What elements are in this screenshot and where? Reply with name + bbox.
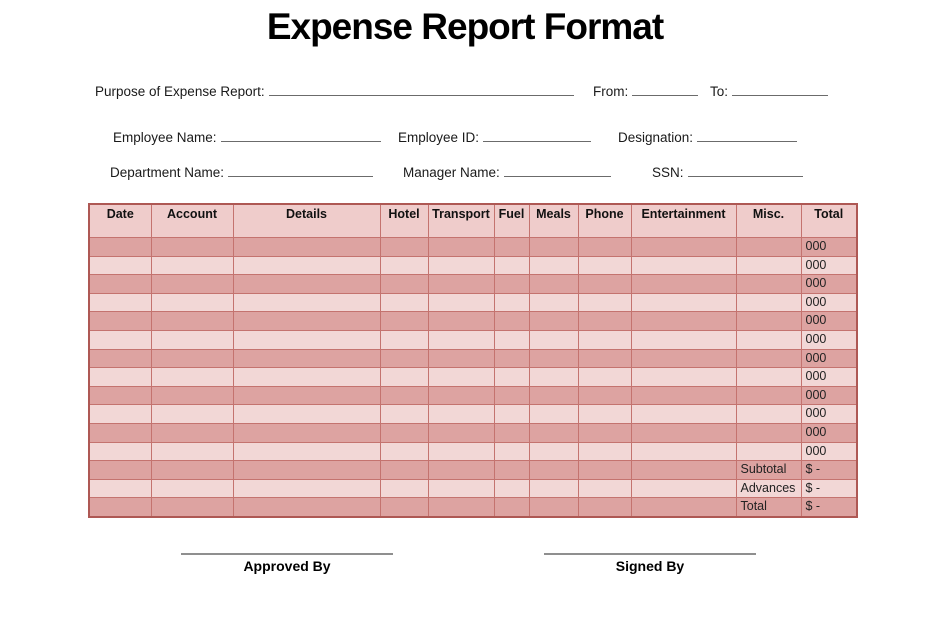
designation-label: Designation: bbox=[618, 130, 694, 145]
entry-cell[interactable] bbox=[233, 386, 380, 405]
entry-cell[interactable] bbox=[151, 405, 233, 424]
entry-cell[interactable] bbox=[89, 330, 151, 349]
entry-cell[interactable] bbox=[428, 349, 494, 368]
from-line-field[interactable] bbox=[632, 82, 698, 96]
entry-cell[interactable] bbox=[736, 238, 801, 257]
total-cell: 000 bbox=[801, 405, 857, 424]
employee-info-row-1 bbox=[0, 128, 930, 148]
col-header-account: Account bbox=[151, 204, 233, 238]
entry-cell[interactable] bbox=[631, 405, 736, 424]
from-group bbox=[593, 82, 698, 99]
table-row bbox=[89, 293, 857, 312]
entry-cell bbox=[151, 479, 233, 498]
entry-cell[interactable] bbox=[380, 275, 428, 294]
employee-info-row-2 bbox=[0, 163, 930, 183]
entry-cell bbox=[233, 498, 380, 517]
entry-cell[interactable] bbox=[494, 312, 529, 331]
entry-cell[interactable] bbox=[736, 405, 801, 424]
entry-cell[interactable] bbox=[428, 386, 494, 405]
total-cell: 000 bbox=[801, 423, 857, 442]
entry-cell[interactable] bbox=[578, 238, 631, 257]
designation-field[interactable] bbox=[697, 128, 797, 142]
total-cell: 000 bbox=[801, 368, 857, 387]
expense-table-body bbox=[89, 238, 857, 517]
entry-cell[interactable] bbox=[736, 330, 801, 349]
entry-cell[interactable] bbox=[631, 386, 736, 405]
entry-cell[interactable] bbox=[529, 386, 578, 405]
entry-cell bbox=[428, 498, 494, 517]
ssn-field[interactable] bbox=[688, 163, 803, 177]
purpose-line-field[interactable] bbox=[269, 82, 574, 96]
summary-row bbox=[89, 461, 857, 480]
to-line-field[interactable] bbox=[732, 82, 828, 96]
entry-cell[interactable] bbox=[233, 238, 380, 257]
entry-cell[interactable] bbox=[529, 405, 578, 424]
total-cell: 000 bbox=[801, 238, 857, 257]
entry-cell[interactable] bbox=[233, 423, 380, 442]
entry-cell[interactable] bbox=[428, 330, 494, 349]
from-label: From: bbox=[593, 84, 629, 99]
department-name-group bbox=[110, 163, 373, 180]
manager-name-field[interactable] bbox=[504, 163, 611, 177]
entry-cell[interactable] bbox=[578, 349, 631, 368]
entry-cell[interactable] bbox=[151, 275, 233, 294]
table-row bbox=[89, 238, 857, 257]
entry-cell[interactable] bbox=[380, 405, 428, 424]
entry-cell bbox=[631, 479, 736, 498]
to-group bbox=[710, 82, 828, 99]
entry-cell bbox=[89, 479, 151, 498]
entry-cell[interactable] bbox=[151, 293, 233, 312]
col-header-details: Details bbox=[233, 204, 380, 238]
entry-cell[interactable] bbox=[529, 349, 578, 368]
entry-cell[interactable] bbox=[494, 368, 529, 387]
entry-cell[interactable] bbox=[529, 442, 578, 461]
entry-cell[interactable] bbox=[529, 275, 578, 294]
entry-cell[interactable] bbox=[494, 386, 529, 405]
department-name-label: Department Name: bbox=[110, 165, 225, 180]
total-cell: 000 bbox=[801, 442, 857, 461]
table-row bbox=[89, 330, 857, 349]
signed-by-signature bbox=[544, 553, 756, 574]
entry-cell[interactable] bbox=[380, 293, 428, 312]
total-cell: 000 bbox=[801, 330, 857, 349]
entry-cell[interactable] bbox=[89, 312, 151, 331]
entry-cell[interactable] bbox=[89, 423, 151, 442]
entry-cell[interactable] bbox=[494, 293, 529, 312]
table-row bbox=[89, 275, 857, 294]
entry-cell[interactable] bbox=[578, 405, 631, 424]
entry-cell[interactable] bbox=[578, 275, 631, 294]
entry-cell bbox=[428, 461, 494, 480]
entry-cell bbox=[578, 461, 631, 480]
total-cell: 000 bbox=[801, 293, 857, 312]
entry-cell[interactable] bbox=[631, 423, 736, 442]
entry-cell[interactable] bbox=[736, 293, 801, 312]
entry-cell[interactable] bbox=[578, 256, 631, 275]
entry-cell[interactable] bbox=[428, 423, 494, 442]
to-label: To: bbox=[710, 84, 729, 99]
entry-cell[interactable] bbox=[578, 386, 631, 405]
entry-cell bbox=[380, 479, 428, 498]
col-header-phone: Phone bbox=[578, 204, 631, 238]
purpose-group bbox=[95, 82, 574, 99]
entry-cell[interactable] bbox=[494, 442, 529, 461]
entry-cell[interactable] bbox=[736, 368, 801, 387]
entry-cell[interactable] bbox=[428, 405, 494, 424]
entry-cell[interactable] bbox=[736, 423, 801, 442]
entry-cell[interactable] bbox=[89, 386, 151, 405]
entry-cell bbox=[494, 479, 529, 498]
entry-cell[interactable] bbox=[631, 238, 736, 257]
entry-cell[interactable] bbox=[428, 442, 494, 461]
entry-cell[interactable] bbox=[151, 423, 233, 442]
col-header-entertainment: Entertainment bbox=[631, 204, 736, 238]
summary-value-cell: $ - bbox=[801, 461, 857, 480]
entry-cell bbox=[494, 498, 529, 517]
entry-cell[interactable] bbox=[736, 275, 801, 294]
entry-cell[interactable] bbox=[428, 256, 494, 275]
entry-cell[interactable] bbox=[529, 423, 578, 442]
entry-cell[interactable] bbox=[89, 275, 151, 294]
total-cell: 000 bbox=[801, 256, 857, 275]
entry-cell bbox=[233, 479, 380, 498]
entry-cell[interactable] bbox=[89, 238, 151, 257]
table-row bbox=[89, 349, 857, 368]
entry-cell[interactable] bbox=[151, 349, 233, 368]
total-cell: 000 bbox=[801, 349, 857, 368]
ssn-label: SSN: bbox=[652, 165, 684, 180]
entry-cell bbox=[151, 461, 233, 480]
summary-label-cell: Advances bbox=[736, 479, 801, 498]
entry-cell[interactable] bbox=[631, 349, 736, 368]
entry-cell[interactable] bbox=[529, 238, 578, 257]
total-cell: 000 bbox=[801, 312, 857, 331]
employee-name-label: Employee Name: bbox=[113, 130, 217, 145]
entry-cell[interactable] bbox=[89, 405, 151, 424]
entry-cell[interactable] bbox=[233, 405, 380, 424]
entry-cell[interactable] bbox=[233, 275, 380, 294]
table-row bbox=[89, 312, 857, 331]
table-row bbox=[89, 423, 857, 442]
entry-cell[interactable] bbox=[494, 238, 529, 257]
entry-cell[interactable] bbox=[529, 368, 578, 387]
total-cell: 000 bbox=[801, 275, 857, 294]
entry-cell[interactable] bbox=[736, 442, 801, 461]
entry-cell[interactable] bbox=[380, 349, 428, 368]
entry-cell[interactable] bbox=[151, 238, 233, 257]
entry-cell bbox=[89, 461, 151, 480]
entry-cell[interactable] bbox=[89, 256, 151, 275]
entry-cell bbox=[529, 479, 578, 498]
entry-cell[interactable] bbox=[233, 293, 380, 312]
total-cell: 000 bbox=[801, 386, 857, 405]
col-header-hotel: Hotel bbox=[380, 204, 428, 238]
summary-row bbox=[89, 479, 857, 498]
entry-cell bbox=[380, 498, 428, 517]
table-row bbox=[89, 368, 857, 387]
entry-cell[interactable] bbox=[529, 293, 578, 312]
entry-cell[interactable] bbox=[494, 256, 529, 275]
entry-cell[interactable] bbox=[494, 423, 529, 442]
entry-cell bbox=[233, 461, 380, 480]
entry-cell[interactable] bbox=[529, 256, 578, 275]
entry-cell[interactable] bbox=[380, 330, 428, 349]
col-header-total: Total bbox=[801, 204, 857, 238]
employee-id-group bbox=[398, 128, 591, 145]
table-row bbox=[89, 405, 857, 424]
summary-value-cell: $ - bbox=[801, 479, 857, 498]
entry-cell[interactable] bbox=[89, 368, 151, 387]
designation-group bbox=[618, 128, 797, 145]
approved-by-signature bbox=[181, 553, 393, 574]
entry-cell[interactable] bbox=[631, 256, 736, 275]
manager-name-label: Manager Name: bbox=[403, 165, 500, 180]
col-header-fuel: Fuel bbox=[494, 204, 529, 238]
table-header-row bbox=[89, 204, 857, 238]
entry-cell[interactable] bbox=[233, 442, 380, 461]
entry-cell[interactable] bbox=[631, 312, 736, 331]
entry-cell[interactable] bbox=[631, 368, 736, 387]
entry-cell[interactable] bbox=[151, 442, 233, 461]
purpose-row bbox=[0, 82, 930, 102]
entry-cell bbox=[529, 461, 578, 480]
entry-cell[interactable] bbox=[151, 368, 233, 387]
entry-cell[interactable] bbox=[151, 330, 233, 349]
entry-cell bbox=[529, 498, 578, 517]
col-header-meals: Meals bbox=[529, 204, 578, 238]
entry-cell bbox=[631, 498, 736, 517]
entry-cell bbox=[578, 498, 631, 517]
entry-cell[interactable] bbox=[428, 293, 494, 312]
entry-cell[interactable] bbox=[380, 386, 428, 405]
summary-row bbox=[89, 498, 857, 517]
entry-cell bbox=[578, 479, 631, 498]
entry-cell bbox=[494, 461, 529, 480]
expense-table bbox=[88, 203, 858, 518]
entry-cell[interactable] bbox=[578, 330, 631, 349]
employee-name-group bbox=[113, 128, 381, 145]
entry-cell[interactable] bbox=[529, 312, 578, 331]
entry-cell[interactable] bbox=[151, 256, 233, 275]
entry-cell bbox=[631, 461, 736, 480]
entry-cell[interactable] bbox=[380, 368, 428, 387]
entry-cell[interactable] bbox=[380, 238, 428, 257]
summary-label-cell: Total bbox=[736, 498, 801, 517]
entry-cell bbox=[151, 498, 233, 517]
entry-cell[interactable] bbox=[578, 312, 631, 331]
entry-cell[interactable] bbox=[494, 405, 529, 424]
entry-cell[interactable] bbox=[233, 256, 380, 275]
entry-cell[interactable] bbox=[529, 330, 578, 349]
entry-cell bbox=[380, 461, 428, 480]
entry-cell[interactable] bbox=[233, 349, 380, 368]
entry-cell[interactable] bbox=[578, 442, 631, 461]
entry-cell[interactable] bbox=[631, 442, 736, 461]
summary-value-cell: $ - bbox=[801, 498, 857, 517]
purpose-label: Purpose of Expense Report: bbox=[95, 84, 265, 99]
approved-by-label: Approved By bbox=[243, 558, 331, 574]
table-row bbox=[89, 386, 857, 405]
entry-cell[interactable] bbox=[380, 256, 428, 275]
signed-by-label: Signed By bbox=[615, 558, 685, 574]
entry-cell[interactable] bbox=[428, 368, 494, 387]
entry-cell[interactable] bbox=[736, 312, 801, 331]
entry-cell[interactable] bbox=[380, 423, 428, 442]
entry-cell[interactable] bbox=[428, 275, 494, 294]
entry-cell[interactable] bbox=[89, 293, 151, 312]
entry-cell[interactable] bbox=[736, 386, 801, 405]
page-title: Expense Report Format bbox=[266, 6, 664, 47]
entry-cell[interactable] bbox=[494, 330, 529, 349]
entry-cell[interactable] bbox=[233, 368, 380, 387]
entry-cell[interactable] bbox=[233, 312, 380, 331]
entry-cell[interactable] bbox=[736, 256, 801, 275]
entry-cell bbox=[428, 479, 494, 498]
employee-id-label: Employee ID: bbox=[398, 130, 480, 145]
entry-cell bbox=[89, 498, 151, 517]
ssn-group bbox=[652, 163, 803, 180]
entry-cell[interactable] bbox=[578, 293, 631, 312]
entry-cell[interactable] bbox=[631, 275, 736, 294]
entry-cell[interactable] bbox=[151, 312, 233, 331]
department-name-field[interactable] bbox=[228, 163, 373, 177]
entry-cell[interactable] bbox=[494, 275, 529, 294]
col-header-transport: Transport bbox=[428, 204, 494, 238]
table-row bbox=[89, 442, 857, 461]
employee-id-field[interactable] bbox=[483, 128, 591, 142]
entry-cell[interactable] bbox=[89, 349, 151, 368]
entry-cell[interactable] bbox=[578, 423, 631, 442]
entry-cell[interactable] bbox=[631, 330, 736, 349]
employee-name-field[interactable] bbox=[221, 128, 381, 142]
entry-cell[interactable] bbox=[428, 312, 494, 331]
entry-cell[interactable] bbox=[233, 330, 380, 349]
entry-cell[interactable] bbox=[428, 238, 494, 257]
entry-cell[interactable] bbox=[380, 442, 428, 461]
manager-name-group bbox=[403, 163, 611, 180]
entry-cell[interactable] bbox=[578, 368, 631, 387]
entry-cell[interactable] bbox=[736, 349, 801, 368]
entry-cell[interactable] bbox=[631, 293, 736, 312]
table-row bbox=[89, 256, 857, 275]
entry-cell[interactable] bbox=[494, 349, 529, 368]
entry-cell[interactable] bbox=[151, 386, 233, 405]
summary-label-cell: Subtotal bbox=[736, 461, 801, 480]
col-header-misc: Misc. bbox=[736, 204, 801, 238]
entry-cell[interactable] bbox=[380, 312, 428, 331]
entry-cell[interactable] bbox=[89, 442, 151, 461]
col-header-date: Date bbox=[89, 204, 151, 238]
